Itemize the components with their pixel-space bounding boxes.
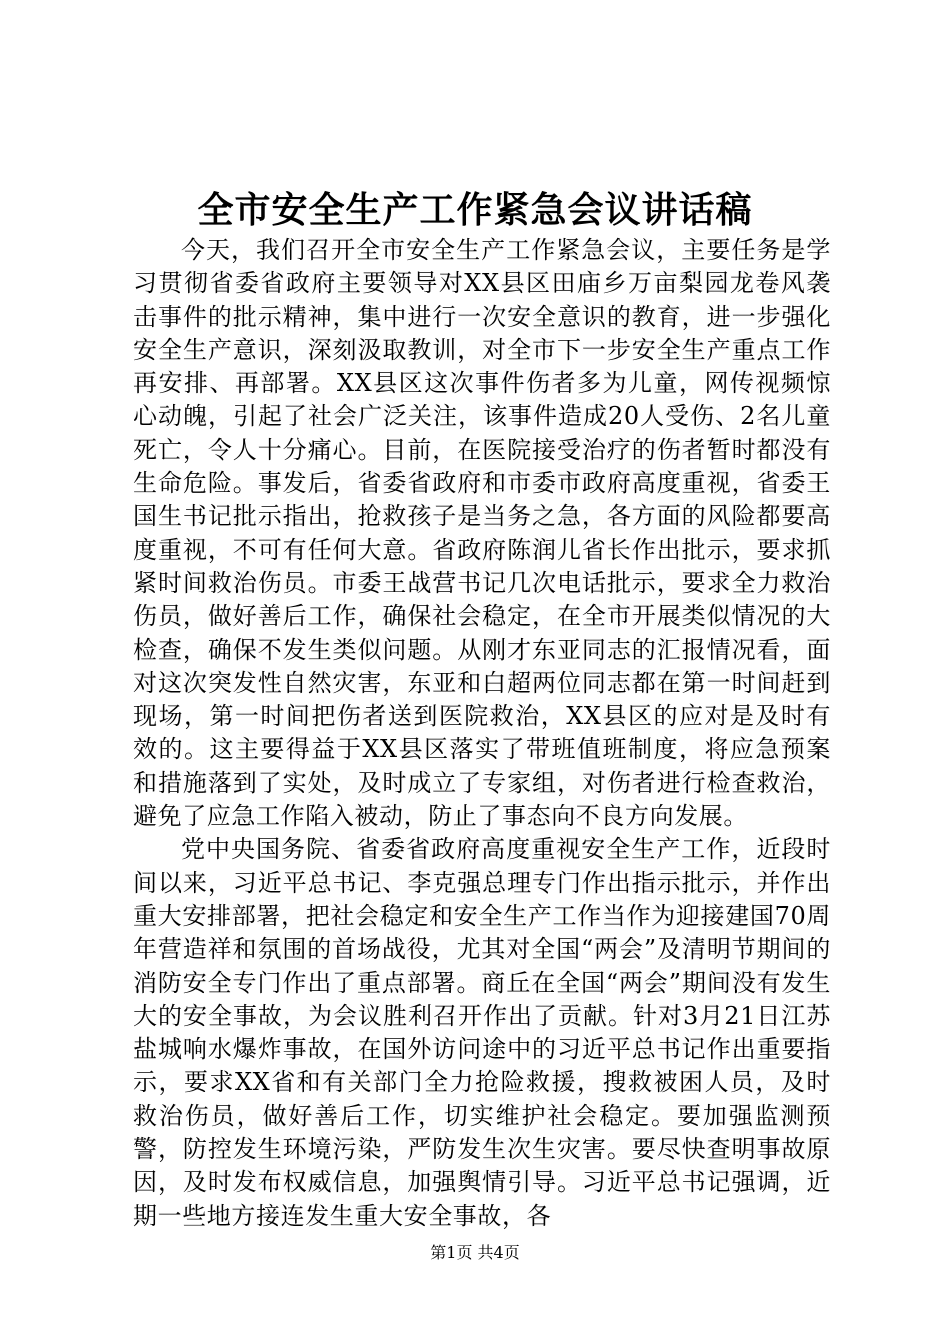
page-number-footer: 第1页 共4页 — [430, 1243, 520, 1262]
document-title: 全市安全生产工作紧急会议讲话稿 — [197, 189, 753, 231]
paragraph-2: 党中央国务院、省委省政府高度重视安全生产工作，近段时间以来，习近平总书记、李克强总理专门作出指示批示，并作出重大安排部署，把社会稳定和安全生产工作当作为迎接建国70周年营造祥和氛围的首场战役，尤其对全国“两会”及清明节期间的消防安全专门作出了重点部署。商丘在全国“两会”期间没有发生大的安全事故，为会议胜利召开作出了贡献。针对3月21日江苏盐城响水爆炸事故，在国外访问途中的习近平总书记作出重要指示，要求XX省和有关部门全力抢险救援，搜救被困人员，及时救治伤员，做好善后工作，切实维护社会稳定。要加强监测预警，防控发生环境污染，严防发生次生灾害。要尽快查明事故原因，及时发布权威信息，加强舆情引导。习近平总书记强调，近期一些地方接连发生重大安全事故，各 — [133, 835, 831, 1230]
document-body — [133, 234, 831, 1233]
paragraph-1: 今天，我们召开全市安全生产工作紧急会议，主要任务是学习贯彻省委省政府主要领导对XX县区田庙乡万亩梨园龙卷风袭击事件的批示精神，集中进行一次安全意识的教育，进一步强化安全生产意识，深刻汲取教训，对全市下一步安全生产重点工作再安排、再部署。XX县区这次事件伤者多为儿童，网传视频惊心动魄，引起了社会广泛关注，该事件造成20人受伤、2名儿童死亡，令人十分痛心。目前，在医院接受治疗的伤者暂时都没有生命危险。事发后，省委省政府和市委市政府高度重视，省委王国生书记批示指出，抢救孩子是当务之急，各方面的风险都要高度重视，不可有任何大意。省政府陈润儿省长作出批示，要求抓紧时间救治伤员。市委王战营书记几次电话批示，要求全力救治伤员，做好善后工作，确保社会稳定，在全市开展类似情况的大检查，确保不发生类似问题。从刚才东亚同志的汇报情况看，面对这次突发性自然灾害，东亚和白超两位同志都在第一时间赶到现场，第一时间把伤者送到医院救治，XX县区的应对是及时有效的。这主要得益于XX县区落实了带班值班制度，将应急预案和措施落到了实处，及时成立了专家组，对伤者进行检查救治，避免了应急工作陷入被动，防止了事态向不良方向发展。 — [133, 236, 831, 831]
